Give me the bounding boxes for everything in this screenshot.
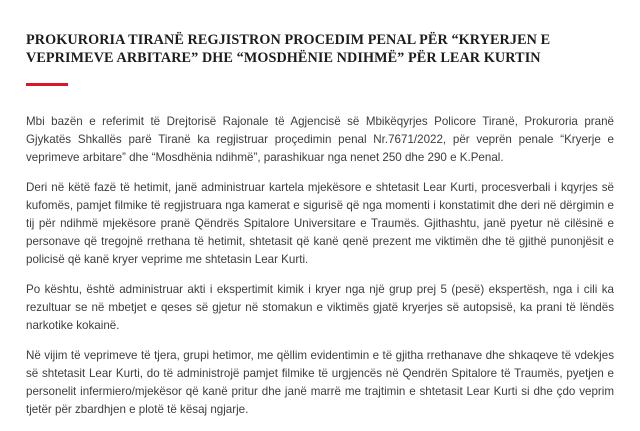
paragraph-3: Po kështu, është administruar akti i ekspertimit kimik i kryer nga një grup prej 5 (pesë) ekspertësh, nga i cili ka rezultuar se në mbetjet e qeses së gjetur në stomakun e viktimës gjatë kryerjes së autopsisë, ka prani të lëndës narkotike kokainë. (26, 283, 614, 332)
title-accent-bar (26, 83, 68, 86)
paragraph-2: Deri në këtë fazë të hetimit, janë administruar kartela mjekësore e shtetasit Lear Kurti, procesverbali i kqyrjes së kufomës, pamjet filmike të regjistruara nga kamerat e sigurisë që nga momenti i konstatimit dhe deri në dërgimin e tij për ndihmë mjekësore pranë Qëndrës Spitalore Universitare e Traumës. Gjithashtu, janë pyetur në cilësinë e personave që tregojnë rrethana të hetimit, shtetasit që kanë qenë prezent me viktimën dhe të gjithë punonjësit e policisë që kanë kryer veprime me shtetasin Lear Kurti. (26, 181, 614, 266)
article (26, 0, 614, 431)
article-body (26, 113, 614, 419)
article-title: PROKURORIA TIRANË REGJISTRON PROCEDIM PENAL PËR “KRYERJEN E VEPRIMEVE ARBITARE” DHE “MOSDHËNIE NDIHMË” PËR LEAR KURTIN (26, 32, 551, 66)
paragraph-4: Në vijim të veprimeve të tjera, grupi hetimor, me qëllim evidentimin e të gjitha rrethanave dhe shkaqeve të vdekjes së shtetasit Lear Kurti, do të administrojë pamjet filmike të urgjencës në Qendrën Spitalore të Traumës, pyetjen e personelit infermiero/mjekësor që kanë pritur dhe janë marrë me trajtimin e shtetasit Lear Kurti si dhe çdo veprim tjetër për zbardhjen e plotë të kësaj ngjarje. (26, 349, 614, 416)
paragraph-1: Mbi bazën e referimit të Drejtorisë Rajonale të Agjencisë së Mbikëqyrjes Policore Tiranë, Prokuroria pranë Gjykatës Shkallës parë Tiranë ka regjistruar proçedimin penal Nr.7671/2022, për veprën penale “Kryerje e veprimeve arbitare” dhe “Mosdhënia ndihmë”, parashikuar nga nenet 250 dhe 290 e K.Penal. (26, 115, 614, 164)
